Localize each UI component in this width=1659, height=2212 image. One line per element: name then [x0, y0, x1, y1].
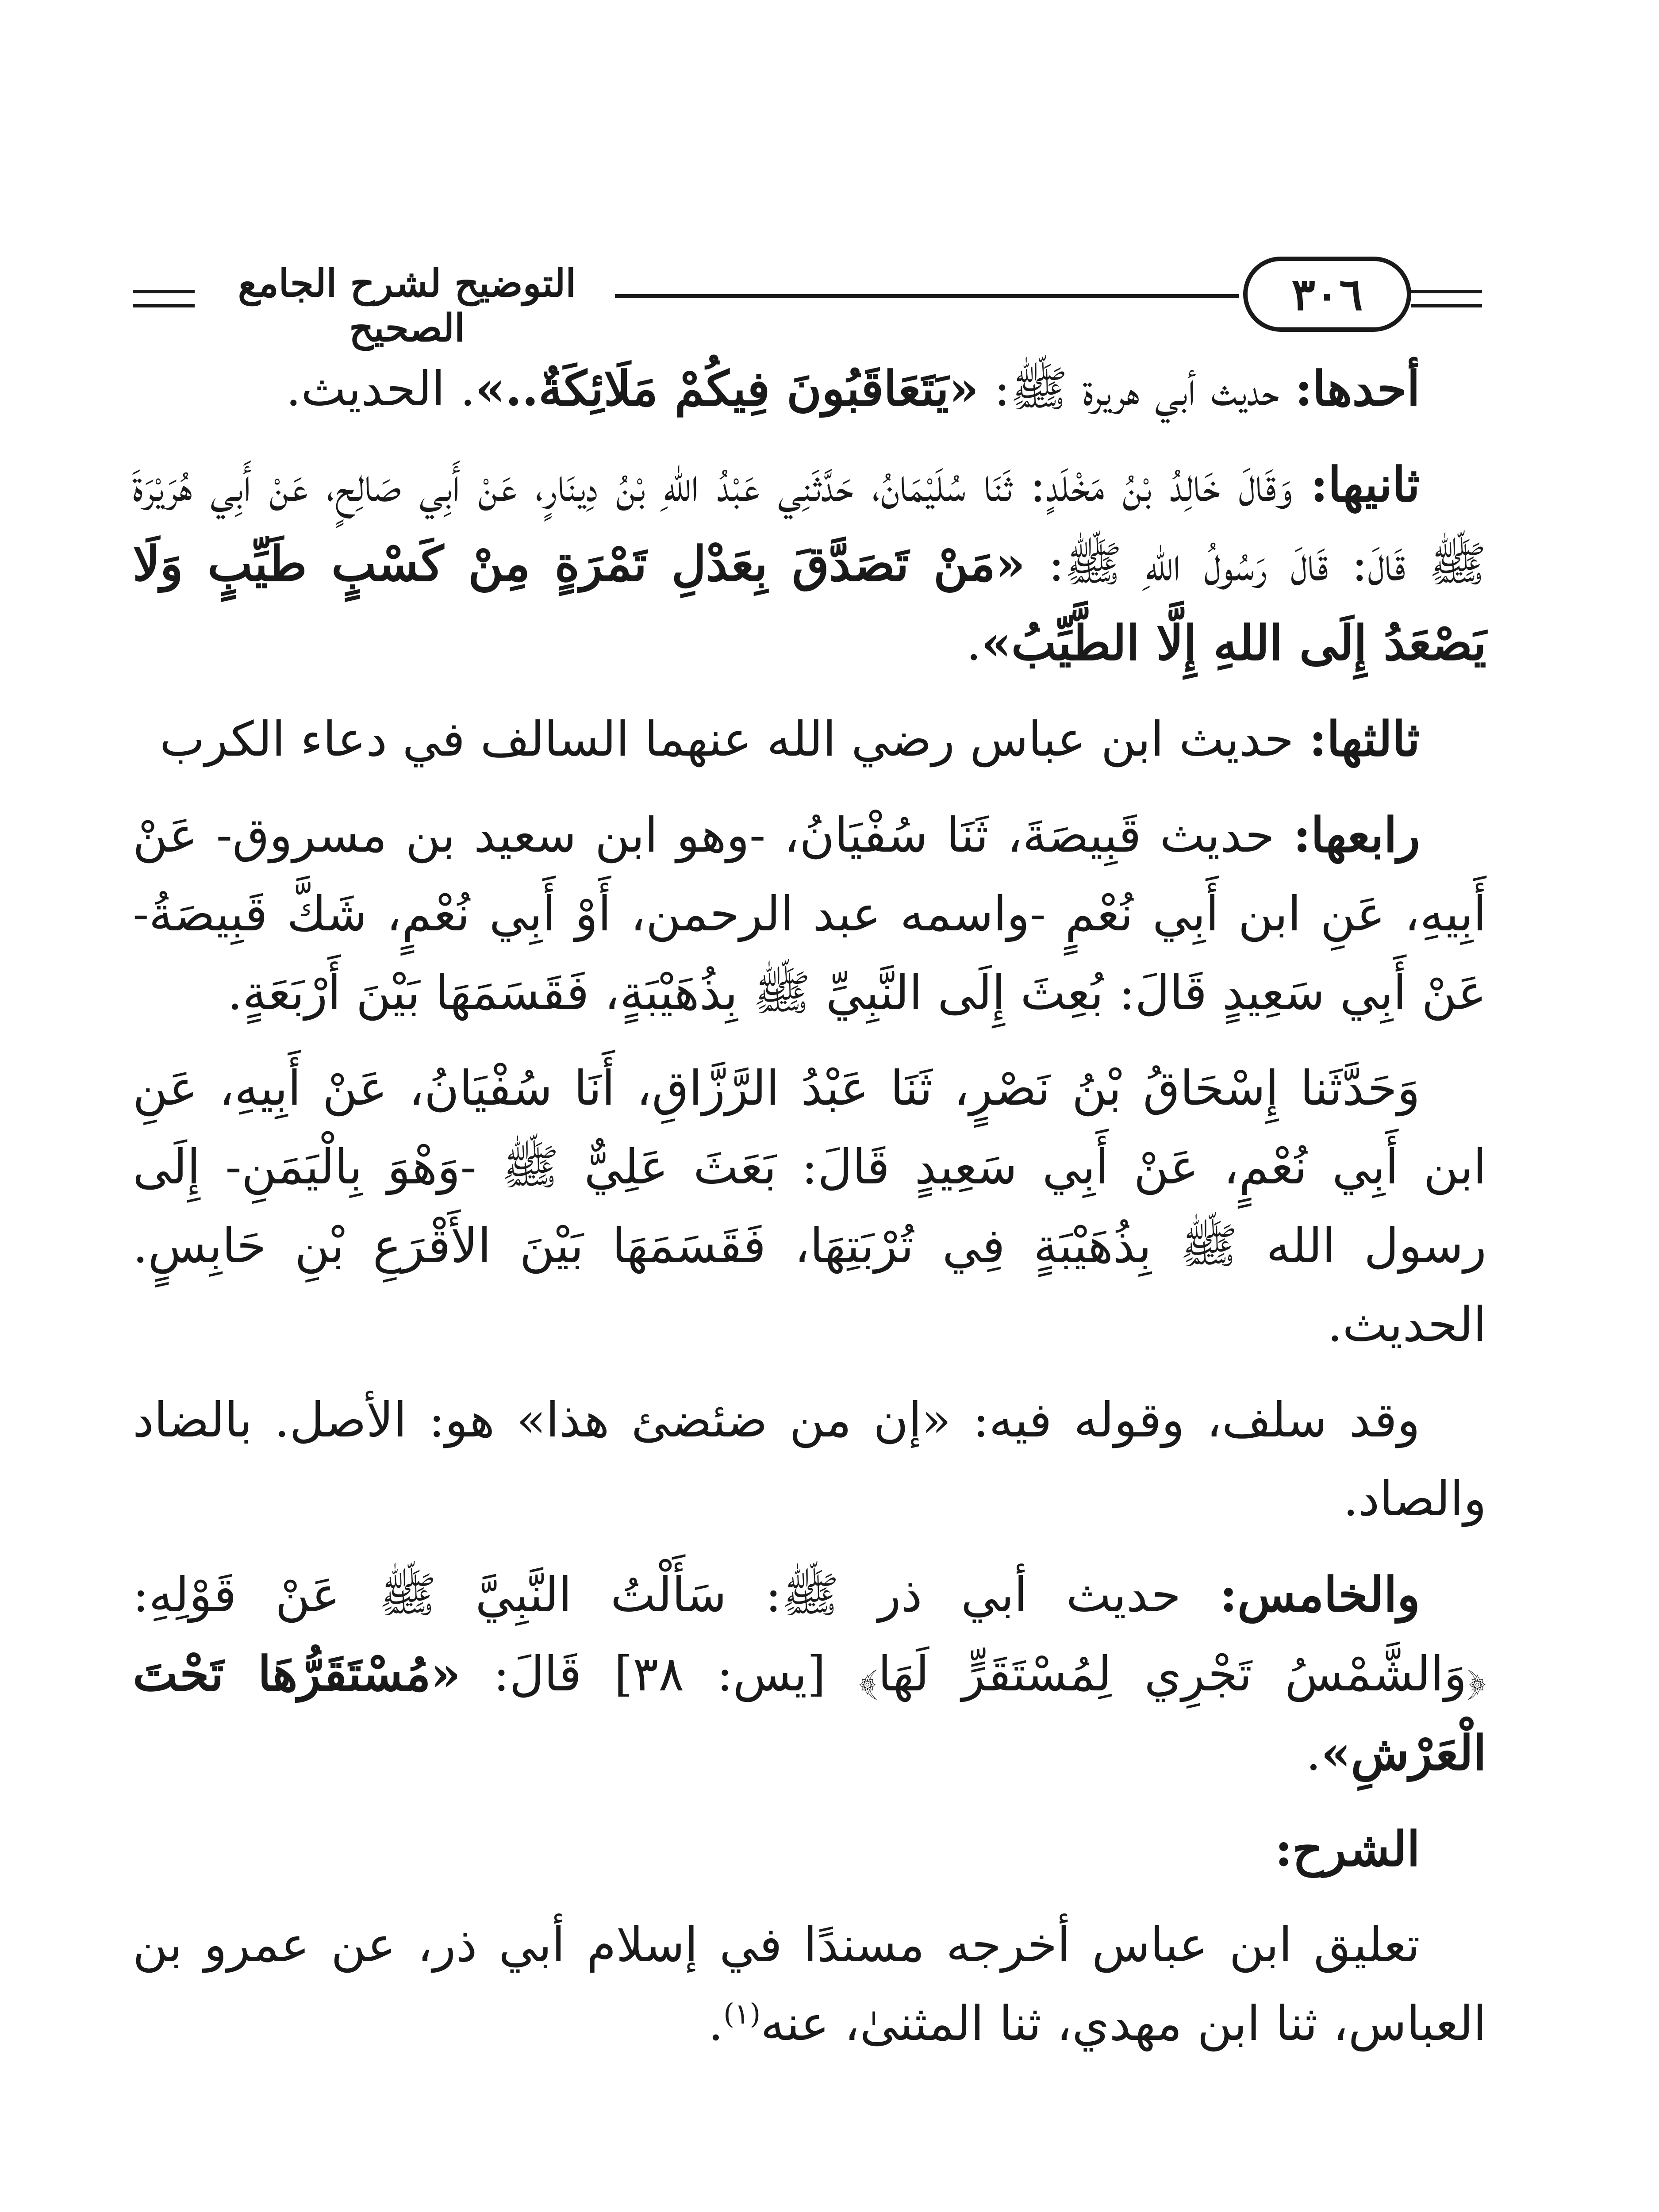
paragraph-9	[133, 1906, 1486, 2063]
page-header	[133, 248, 1482, 350]
paragraph-lead: ثانيها:	[1310, 457, 1420, 513]
running-title: التوضيح لشرح الجامع الصحيح	[238, 261, 576, 350]
paragraph-text: حديث أبي ذر ﷺ: سَأَلْتُ النَّبِيَّ ﷺ عَنْ قَوْلِهِ: ﴿وَالشَّمْسُ تَجْرِي لِمُسْتَقَرٍّ لَهَا﴾ [يس: ٣٨] قَالَ:	[133, 1567, 1486, 1702]
paragraph-tail: .	[1306, 1726, 1321, 1781]
paragraph-6	[133, 1381, 1486, 1539]
paragraph-lead: رابعها:	[1293, 807, 1420, 863]
paragraph-7	[133, 1555, 1486, 1793]
paragraph-5	[133, 1049, 1486, 1364]
paragraph-text: حديث أبي هريرة ﷺ:	[979, 361, 1295, 417]
paragraph-1	[133, 349, 1486, 429]
header-rule-middle	[615, 294, 1239, 298]
paragraph-text: حديث ابن عباس رضي الله عنهما السالف في دعاء الكرب	[159, 712, 1309, 767]
paragraph-tail: . الحديث.	[286, 361, 476, 417]
paragraph-text: تعليق ابن عباس أخرجه مسندًا في إسلام أبي ذر، عن عمرو بن العباس، ثنا ابن مهدي، ثنا المثنىٰ، عنه	[133, 1917, 1486, 2051]
paragraph-text: وَحَدَّثَنا إِسْحَاقُ بْنُ نَصْرٍ، ثَنَا عَبْدُ الرَّزَّاقِ، أَنَا سُفْيَانُ، عَنْ أَبِيهِ، عَنِ ابن أَبِي نُعْمٍ، عَنْ أَبِي سَعِيدٍ قَالَ: بَعَثَ عَلِيٌّ ﷺ -وَهْوَ بِالْيَمَنِ- إِلَى رسول الله ﷺ بِذُهَيْبَةٍ فِي تُرْبَتِهَا، فَقَسَمَهَا بَيْنَ الأَقْرَعِ بْنِ حَابِسٍ. الحديث.	[133, 1061, 1486, 1352]
body-text	[133, 349, 1486, 2080]
paragraph-lead: الشرح:	[1275, 1821, 1420, 1877]
hadith-quote: «مُسْتَقَرُّهَا تَحْتَ الْعَرْشِ»	[133, 1646, 1486, 1781]
header-rule-left	[133, 290, 195, 307]
paragraph-tail: .	[708, 1996, 724, 2051]
paragraph-2	[133, 445, 1486, 683]
paragraph-tail: .	[966, 616, 982, 671]
paragraph-text: وقد سلف، وقوله فيه: «إن من ضئضئ هذا» هو: الأصل. بالضاد والصاد.	[133, 1393, 1486, 1527]
hadith-quote: «يَتَعَاقَبُونَ فِيكُمْ مَلَائِكَةٌ..»	[475, 361, 979, 417]
paragraph-3	[133, 700, 1486, 779]
paragraph-lead: والخامس:	[1219, 1567, 1420, 1623]
hadith-quote: «مَنْ تَصَدَّقَ بِعَدْلِ تَمْرَةٍ مِنْ كَسْبٍ طَيِّبٍ وَلَا يَصْعَدُ إِلَى اللهِ إِلَّا الطَّيِّبُ»	[133, 536, 1486, 671]
paragraph-lead: أحدها:	[1294, 361, 1420, 417]
commentary-heading	[133, 1810, 1486, 1889]
paragraph-lead: ثالثها:	[1309, 711, 1420, 767]
paragraph-text: حديث قَبِيصَةَ، ثَنَا سُفْيَانُ، -وهو ابن سعيد بن مسروق- عَنْ أَبِيهِ، عَنِ ابن أَبِي نُعْمٍ -واسمه عبد الرحمن، أَوْ أَبِي نُعْمٍ، شَكَّ قَبِيصَةُ- عَنْ أَبِي سَعِيدٍ قَالَ: بُعِثَ إِلَى النَّبِيِّ ﷺ بِذُهَيْبَةٍ، فَقَسَمَهَا بَيْنَ أَرْبَعَةٍ.	[133, 808, 1486, 1021]
page-number: ٣٠٦	[1243, 257, 1411, 332]
paragraph-text: وَقَالَ خَالِدُ بْنُ مَخْلَدٍ: ثَنَا سُلَيْمَانُ، حَدَّثَنِي عَبْدُ اللهِ بْنُ دِينَارٍ، عَنْ أَبِي صَالِحٍ، عَنْ أَبِي هُرَيْرَةَ ﷺ قَالَ: قَالَ رَسُولُ اللهِ ﷺ:	[133, 457, 1486, 592]
paragraph-4	[133, 796, 1486, 1033]
footnote-reference[interactable]: (١)	[723, 1998, 761, 2031]
header-rule-right	[1411, 290, 1482, 307]
